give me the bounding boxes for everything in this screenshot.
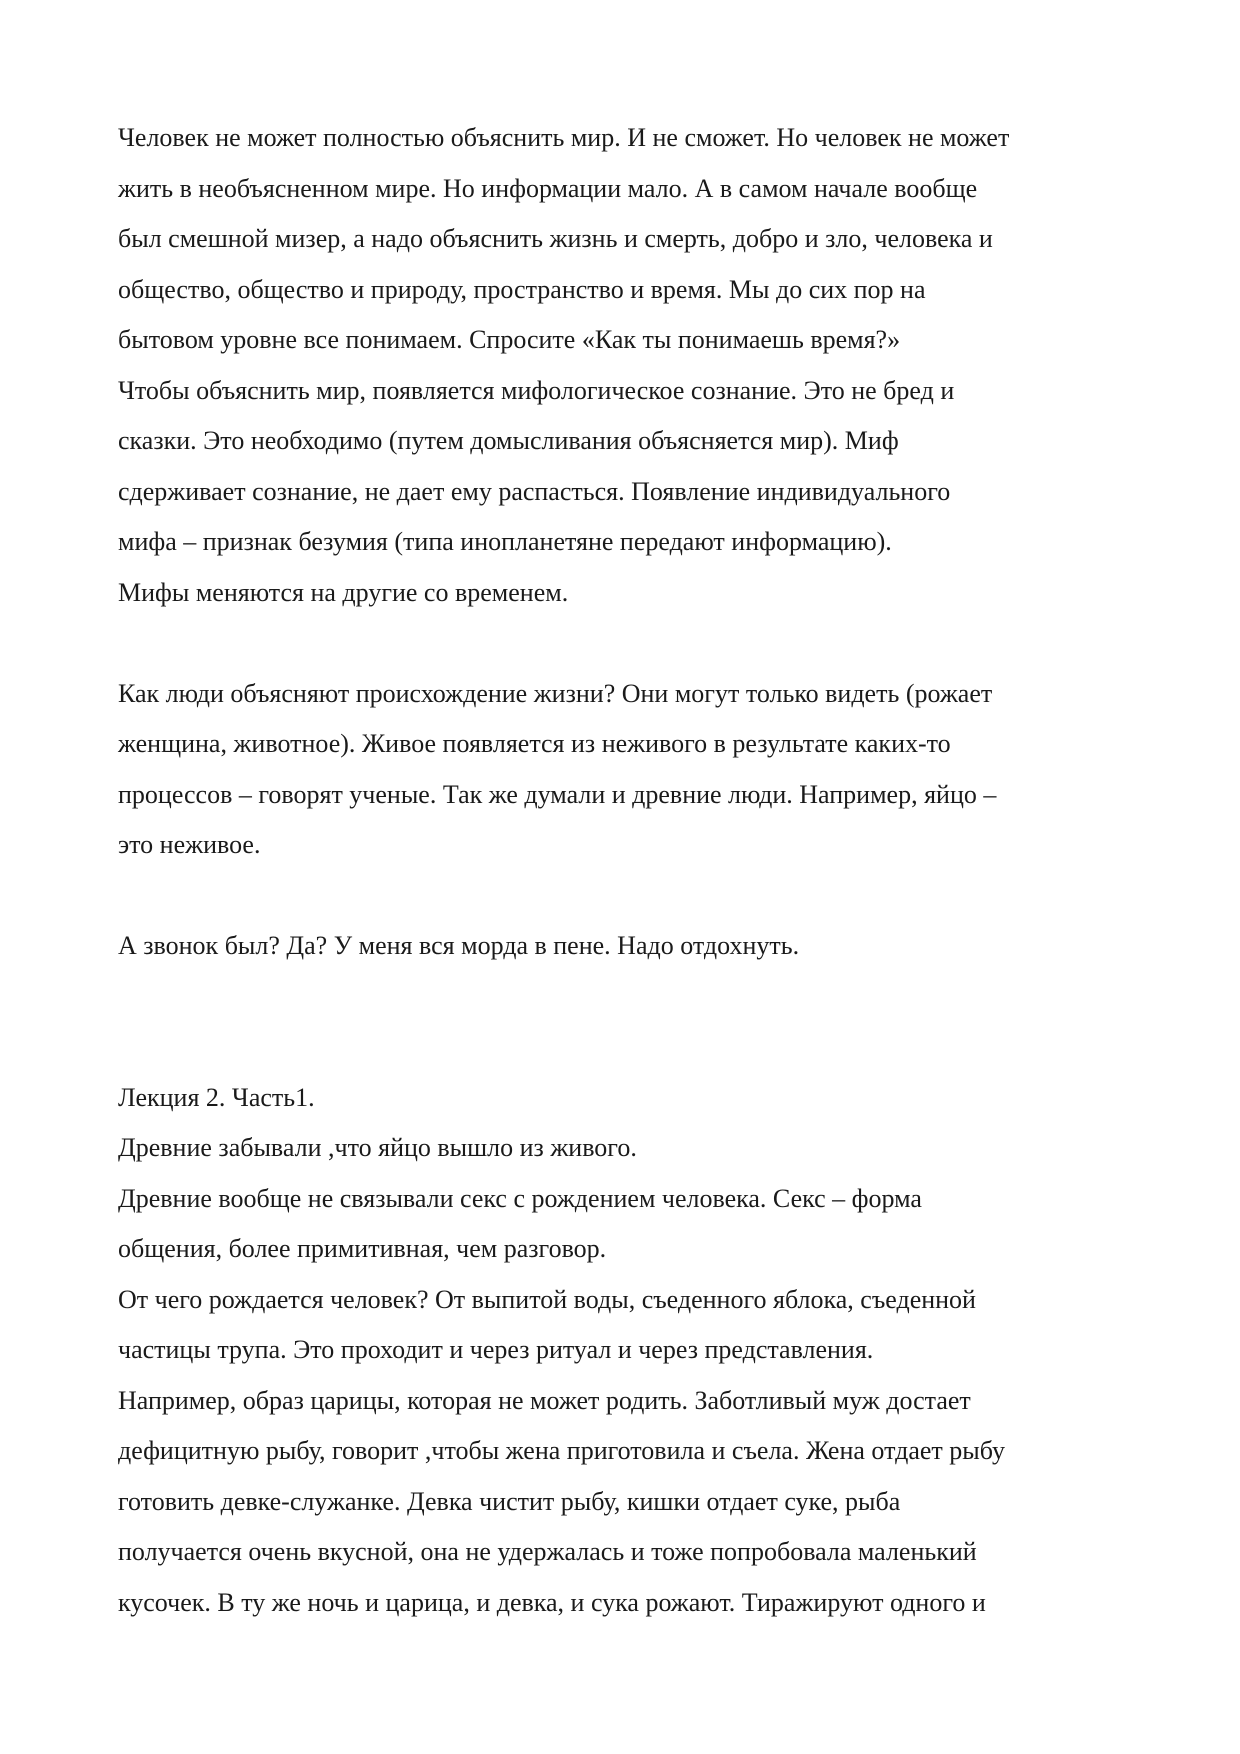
document-body bbox=[118, 113, 1128, 1628]
text-line: Древние вообще не связывали секс с рождением человека. Секс – форма bbox=[118, 1183, 922, 1213]
text-line: Человек не может полностью объяснить мир. И не сможет. Но человек не может bbox=[118, 123, 1010, 152]
text-line: Как люди объясняют происхождение жизни? Они могут только видеть (рожает bbox=[118, 678, 993, 708]
text-line: сдерживает сознание, не дает ему распасться. Появление индивидуального bbox=[118, 476, 951, 506]
text-line: был смешной мизер, а надо объяснить жизнь и смерть, добро и зло, человека и bbox=[118, 224, 993, 253]
text-line: жить в необъясненном мире. Но информации мало. А в самом начале вообще bbox=[118, 173, 978, 203]
text-line: Древние забывали ,что яйцо вышло из живого. bbox=[118, 1133, 637, 1162]
paragraph bbox=[118, 921, 1128, 972]
paragraph bbox=[118, 669, 1128, 871]
text-line: Например, образ царицы, которая не может родить. Заботливый муж достает bbox=[118, 1385, 971, 1415]
text-line: А звонок был? Да? У меня вся морда в пене. Надо отдохнуть. bbox=[118, 931, 800, 960]
text-line: готовить девке-служанке. Девка чистит рыбу, кишки отдает суке, рыба bbox=[118, 1486, 901, 1516]
paragraph bbox=[118, 1073, 1128, 1629]
paragraph bbox=[118, 113, 1128, 618]
text-line: бытовом уровне все понимаем. Спросите «Как ты понимаешь время?» bbox=[118, 325, 901, 354]
text-line: процессов – говорят ученые. Так же думали и древние люди. Например, яйцо – bbox=[118, 779, 997, 809]
paragraph-spacer bbox=[118, 1022, 1128, 1073]
text-line: сказки. Это необходимо (путем домысливания объясняется мир). Миф bbox=[118, 426, 899, 455]
text-line: дефицитную рыбу, говорит ,чтобы жена приготовила и съела. Жена отдает рыбу bbox=[118, 1436, 1005, 1465]
text-line: частицы трупа. Это проходит и через ритуал и через представления. bbox=[118, 1335, 874, 1364]
text-line: Лекция 2. Часть1. bbox=[118, 1082, 315, 1112]
text-line: получается очень вкусной, она не удержалась и тоже попробовала маленький bbox=[118, 1537, 977, 1566]
text-line: женщина, животное). Живое появляется из неживого в результате каких-то bbox=[118, 729, 951, 758]
paragraph-spacer bbox=[118, 871, 1128, 922]
text-line: мифа – признак безумия (типа инопланетяне передают информацию). bbox=[118, 527, 892, 556]
text-line: От чего рождается человек? От выпитой воды, съеденного яблока, съеденной bbox=[118, 1284, 976, 1314]
paragraph-spacer bbox=[118, 972, 1128, 1023]
text-line: общество, общество и природу, пространство и время. Мы до сих пор на bbox=[118, 274, 926, 304]
text-line: Мифы меняются на другие со временем. bbox=[118, 577, 569, 607]
text-line: это неживое. bbox=[118, 830, 261, 859]
text-line: общения, более примитивная, чем разговор. bbox=[118, 1234, 607, 1263]
paragraph-spacer bbox=[118, 618, 1128, 669]
text-line: Чтобы объяснить мир, появляется мифологическое сознание. Это не бред и bbox=[118, 375, 955, 405]
text-line: кусочек. В ту же ночь и царица, и девка, и сука рожают. Тиражируют одного и bbox=[118, 1587, 986, 1617]
